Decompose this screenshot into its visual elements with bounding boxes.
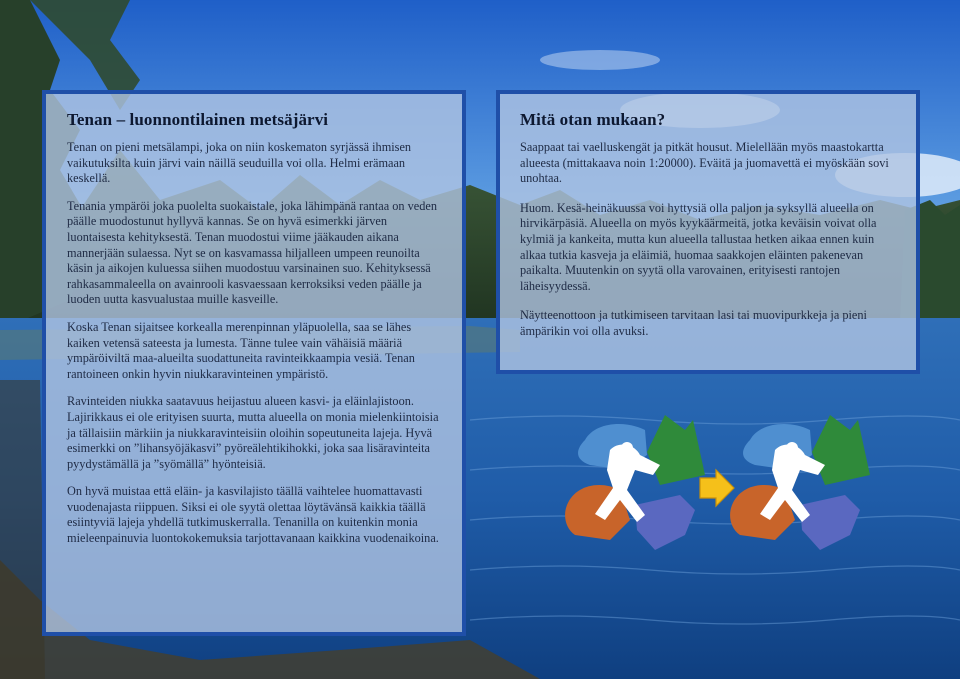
paragraph-water-source: Koska Tenan sijaitsee korkealla merenpinnan yläpuolella, saa se lähes kaiken vetensä sateesta ja lumesta. Tänne tulee vain vähäisiä määriä ympäröiviltä maa-alueilta suodattuneita ravinteikkaampia vesiä. Tenan rantoineen onkin hyvin niukkaravinteinen ympäristö. bbox=[67, 319, 415, 381]
page-title: Tenan – luonnontilainen metsäjärvi bbox=[67, 110, 329, 129]
info-panel-tenan bbox=[42, 90, 466, 636]
paragraph-intro: Tenan on pieni metsälampi, joka on niin koskematon syrjässä ihmisen vaikutuksilta kuin järvi vain näillä seuduilla voi olla. Helmi erämaan keskellä. bbox=[67, 140, 412, 186]
paragraph-equipment: Saappaat tai vaelluskengät ja pitkät housut. Mielellään myös maastokartta alueesta (mittakaava noin 1:20000). Eväitä ja juomavettä ei myöskään sovi unohtaa. bbox=[520, 140, 889, 186]
paragraph-seasons: On hyvä muistaa että eläin- ja kasvilajisto täällä vaihtelee huomattavasti vuodenajasta riippuen. Siksi ei ole syytä olettaa löytävänsä kaikkia täällä esiintyviä lajeja yhdellä tutkimuskerralla. Tenanilla on kuitenkin monia mieleenpainuvia luontokokemuksia tarjottavanaan kaikkina vuodenaikoina. bbox=[67, 484, 439, 546]
nature-logo-icon bbox=[565, 410, 710, 555]
paragraph-development: Tenania ympäröi joka puolelta suokaistale, joka lähimpänä rantaa on veden päälle muodostunut hyllyvä kannas. Se on hyvä esimerkki järven luontaisesta kehityksestä. Tenan muodostui viime jääkauden aikana mannerjään sulaessa. Nyt se on kasvamassa hiljalleen umpeen reunoilta käsin ja aikojen kuluessa siihen muodostuu varsinainen suo. Kehityksessä rahkasammaleella on avainrooli kasvaessaan kerroksiksi veden päälle ja luoden uutta kasvualustaa muille kasveille. bbox=[67, 198, 437, 307]
paragraph-warning: Huom. Kesä-heinäkuussa voi hyttysiä olla paljon ja syksyllä alueella on hirvikärpäsiä. Alueella on myös kyykäärmeitä, jotka keväisin voivat olla kylmiä ja kankeita, mutta kun alueella tallustaa hetken aikaa ennen kuin alkaa tutkia kasveja ja eläimiä, huomaa saakkojen eläinten pakenevan paikalta. Muutenkin on syytä olla varovainen, erityisesti rantojen läheisyydessä. bbox=[520, 200, 877, 293]
section-title: Mitä otan mukaan? bbox=[520, 110, 666, 129]
paragraph-sampling: Näytteenottoon ja tutkimiseen tarvitaan lasi tai muovipurkkeja ja pieni ämpärikin voi olla avuksi. bbox=[520, 308, 867, 338]
info-panel-what-to-bring bbox=[496, 90, 920, 374]
nature-logo-icon bbox=[730, 410, 875, 555]
paragraph-species: Ravinteiden niukka saatavuus heijastuu alueen kasvi- ja eläinlajistoon. Lajirikkaus ei ole erityisen suurta, mutta alueella on monia mielenkiintoisia ja tällaisiin märkiin ja niukkaravinteisiin oloihin sopeutuneita lajeja. Hyvä esimerkki on ”lihansyöjäkasvi” pyöreälehtikihokki, joka saa lisäravinteita pyydystämällä ja ”syömällä” hyönteisiä. bbox=[67, 394, 439, 471]
